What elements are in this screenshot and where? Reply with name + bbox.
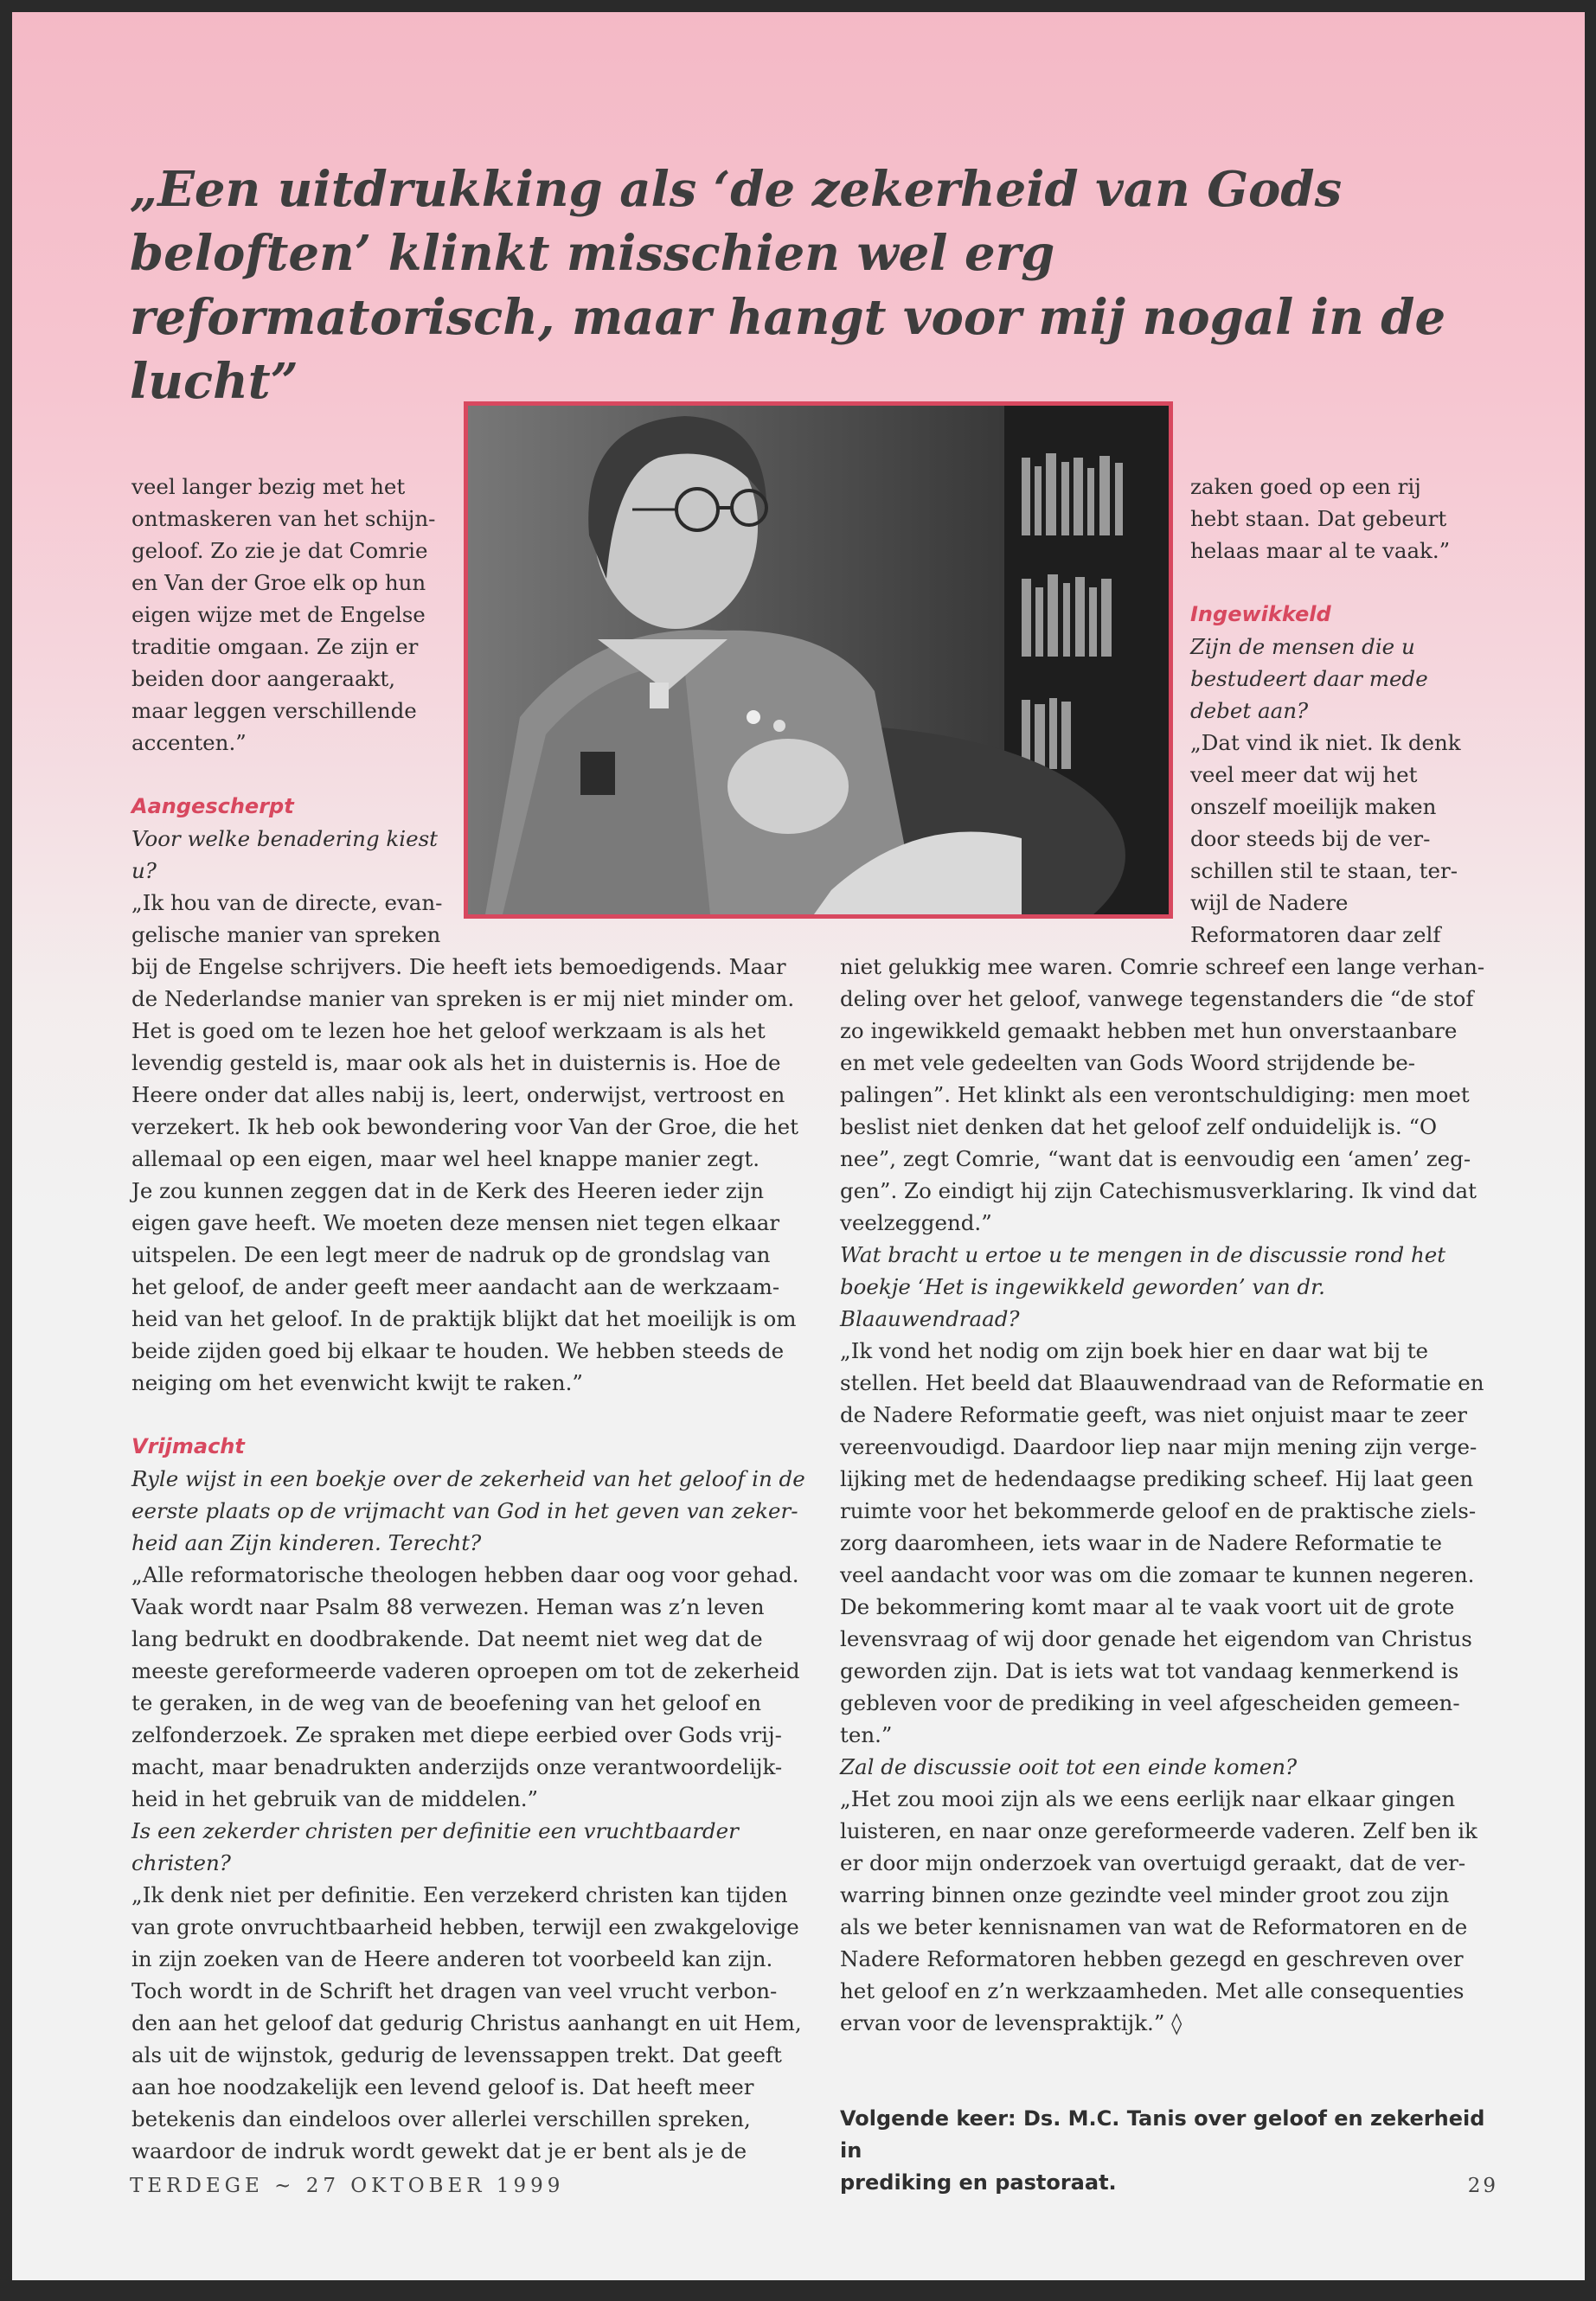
text-line: aan hoe noodzakelijk een levend geloof is. Dat heeft meer [131, 2074, 754, 2099]
text-line: warring binnen onze gezindte veel minder groot zou zijn [840, 1882, 1450, 1907]
headline-line: „Een uitdrukking als ‘de zekerheid van Gods [130, 161, 1343, 218]
text-line: ervan voor de levenspraktijk.” ◊ [840, 2010, 1183, 2035]
portrait-photo [464, 401, 1173, 919]
text-line: heid in het gebruik van de middelen.” [131, 1786, 539, 1811]
text-line: helaas maar al te vaak.” [1190, 538, 1451, 563]
text-line: „Ik denk niet per definitie. Een verzekerd christen kan tijden [131, 1882, 788, 1907]
text-line: gelische manier van spreken [131, 922, 441, 947]
text-line: palingen”. Het klinkt als een verontschuldiging: men moet [840, 1082, 1470, 1107]
text-line: het geloof en z’n werkzaamheden. Met alle consequenties [840, 1978, 1465, 2003]
text-line: gen”. Zo eindigt hij zijn Catechismusverklaring. Ik vind dat [840, 1178, 1477, 1203]
text-line: veel aandacht voor was om die zomaar te kunnen negeren. [840, 1562, 1475, 1587]
text-line: ten.” [840, 1722, 893, 1747]
next-issue-note: prediking en pastoraat. [840, 2170, 1117, 2195]
footer-publication: TERDEGE ~ 27 OKTOBER 1999 [130, 2175, 565, 2197]
question-line: u? [131, 858, 157, 883]
text-line: ontmaskeren van het schijn- [131, 506, 436, 531]
text-line: er door mijn onderzoek van overtuigd geraakt, dat de ver- [840, 1850, 1466, 1875]
text-line: De bekommering komt maar al te vaak voort uit de grote [840, 1594, 1455, 1619]
column-left-top [131, 471, 453, 951]
text-line: geloof. Zo zie je dat Comrie [131, 538, 428, 563]
headline [130, 157, 1479, 413]
question-line: boekje ‘Het is ingewikkeld geworden’ van dr. Blaauwendraad? [840, 1274, 1325, 1331]
text-line: levendig gesteld is, maar ook als het in duisternis is. Hoe de [131, 1050, 781, 1075]
text-line: schillen stil te staan, ter- [1190, 858, 1458, 883]
text-line: eigen wijze met de Engelse [131, 602, 426, 627]
text-line: geworden zijn. Dat is iets wat tot vandaag kenmerkend is [840, 1658, 1459, 1683]
text-line: veel meer dat wij het [1190, 762, 1418, 787]
question-line: eerste plaats op de vrijmacht van God in het geven van zeker- [131, 1498, 798, 1523]
question-line: Ryle wijst in een boekje over de zekerheid van het geloof in de [131, 1466, 805, 1491]
text-line: het geloof, de ander geeft meer aandacht aan de werkzaam- [131, 1274, 780, 1299]
text-line: eigen gave heeft. We moeten deze mensen niet tegen elkaar [131, 1210, 780, 1235]
question-line: Voor welke benadering kiest [131, 826, 439, 851]
text-line: en Van der Groe elk op hun [131, 570, 426, 595]
text-line: niet gelukkig mee waren. Comrie schreef een lange verhan- [840, 954, 1485, 979]
text-line: nee”, zegt Comrie, “want dat is eenvoudig een ‘amen’ zeg- [840, 1146, 1471, 1171]
text-line: „Dat vind ik niet. Ik denk [1190, 730, 1461, 755]
text-line: wijl de Nadere [1190, 890, 1349, 915]
text-line: zorg daaromheen, iets waar in de Nadere Reformatie te [840, 1530, 1443, 1555]
text-line: Heere onder dat alles nabij is, leert, onderwijst, vertroost en [131, 1082, 785, 1107]
text-line: gebleven voor de prediking in veel afgescheiden gemeen- [840, 1690, 1460, 1715]
text-line: in zijn zoeken van de Heere anderen tot voorbeeld kan zijn. [131, 1946, 773, 1971]
text-line: stellen. Het beeld dat Blaauwendraad van de Reformatie en [840, 1370, 1484, 1395]
text-line: allemaal op een eigen, maar wel heel knappe manier zegt. [131, 1146, 760, 1171]
text-line: beiden door aangeraakt, [131, 666, 396, 691]
text-line: zo ingewikkeld gemaakt hebben met hun onverstaanbare [840, 1018, 1458, 1043]
text-line: veelzeggend.” [840, 1210, 992, 1235]
text-line: luisteren, en naar onze gereformeerde vaderen. Zelf ben ik [840, 1818, 1477, 1843]
headline-line: reformatorisch, maar hangt voor mij nogal in de lucht” [130, 289, 1446, 410]
text-line: onszelf moeilijk maken [1190, 794, 1437, 819]
text-line: verzekert. Ik heb ook bewondering voor Van der Groe, die het [131, 1114, 798, 1139]
text-line: „Ik hou van de directe, evan- [131, 890, 443, 915]
text-line: Het is goed om te lezen hoe het geloof werkzaam is als het [131, 1018, 766, 1043]
column-right-top [1190, 471, 1476, 951]
text-line: traditie omgaan. Ze zijn er [131, 634, 419, 659]
text-line: „Ik vond het nodig om zijn boek hier en daar wat bij te [840, 1338, 1429, 1363]
question-line: Zal de discussie ooit tot een einde komen? [840, 1754, 1298, 1779]
question-line: heid aan Zijn kinderen. Terecht? [131, 1530, 482, 1555]
column-left-main [131, 951, 806, 2167]
text-line: lang bedrukt en doodbrakende. Dat neemt niet weg dat de [131, 1626, 763, 1651]
headline-line: beloften’ klinkt misschien wel erg [130, 225, 1055, 282]
text-line: zelfonderzoek. Ze spraken met diepe eerbied over Gods vrij- [131, 1722, 782, 1747]
text-line: door steeds bij de ver- [1190, 826, 1431, 851]
page-number: 29 [1467, 2175, 1498, 2197]
subheading-aangescherpt: Aangescherpt [131, 794, 294, 818]
portrait-photo-icon [468, 406, 1169, 914]
text-line: de Nederlandse manier van spreken is er mij niet minder om. [131, 986, 795, 1011]
question-line: Wat bracht u ertoe u te mengen in de discussie rond het [840, 1242, 1446, 1267]
text-line: Je zou kunnen zeggen dat in de Kerk des Heeren ieder zijn [131, 1178, 765, 1203]
text-line: als uit de wijnstok, gedurig de levenssappen trekt. Dat geeft [131, 2042, 782, 2067]
question-line: debet aan? [1190, 698, 1309, 723]
text-line: bij de Engelse schrijvers. Die heeft iets bemoedigends. Maar [131, 954, 786, 979]
text-line: maar leggen verschillende [131, 698, 417, 723]
column-right-main [840, 951, 1489, 2199]
text-line: accenten.” [131, 730, 247, 755]
text-line: Vaak wordt naar Psalm 88 verwezen. Heman was z’n leven [131, 1594, 765, 1619]
text-line: van grote onvruchtbaarheid hebben, terwijl een zwakgelovige [131, 1914, 799, 1939]
text-line: te geraken, in de weg van de beoefening van het geloof en [131, 1690, 762, 1715]
text-line: als we beter kennisnamen van wat de Reformatoren en de [840, 1914, 1468, 1939]
text-line: macht, maar benadrukten anderzijds onze verantwoordelijk- [131, 1754, 783, 1779]
text-line: „Het zou mooi zijn als we eens eerlijk naar elkaar gingen [840, 1786, 1456, 1811]
text-line: hebt staan. Dat gebeurt [1190, 506, 1447, 531]
text-line: beide zijden goed bij elkaar te houden. We hebben steeds de [131, 1338, 785, 1363]
text-line: Reformatoren daar zelf [1190, 922, 1441, 947]
text-line: beslist niet denken dat het geloof zelf onduidelijk is. “O [840, 1114, 1438, 1139]
text-line: deling over het geloof, vanwege tegenstanders die “de stof [840, 986, 1474, 1011]
question-line: bestudeert daar mede [1190, 666, 1428, 691]
text-line: de Nadere Reformatie geeft, was niet onjuist maar te zeer [840, 1402, 1467, 1427]
text-line: lijking met de hedendaagse prediking scheef. Hij laat geen [840, 1466, 1474, 1491]
text-line: den aan het geloof dat gedurig Christus aanhangt en uit Hem, [131, 2010, 802, 2035]
text-line: uitspelen. De een legt meer de nadruk op de grondslag van [131, 1242, 771, 1267]
text-line: levensvraag of wij door genade het eigendom van Christus [840, 1626, 1472, 1651]
text-line: heid van het geloof. In de praktijk blijkt dat het moeilijk is om [131, 1306, 797, 1331]
text-line: zaken goed op een rij [1190, 474, 1421, 499]
subheading-vrijmacht: Vrijmacht [131, 1434, 245, 1458]
subheading-ingewikkeld: Ingewikkeld [1190, 602, 1331, 626]
magazine-page [12, 12, 1585, 2280]
text-line: waardoor de indruk wordt gewekt dat je er bent als je de [131, 2138, 747, 2163]
text-line: vereenvoudigd. Daardoor liep naar mijn mening zijn verge- [840, 1434, 1477, 1459]
text-line: meeste gereformeerde vaderen oproepen om tot de zekerheid [131, 1658, 800, 1683]
text-line: veel langer bezig met het [131, 474, 406, 499]
text-line: „Alle reformatorische theologen hebben daar oog voor gehad. [131, 1562, 799, 1587]
question-line: Zijn de mensen die u [1190, 634, 1415, 659]
text-line: en met vele gedeelten van Gods Woord strijdende be- [840, 1050, 1416, 1075]
text-line: betekenis dan eindeloos over allerlei verschillen spreken, [131, 2106, 751, 2131]
text-line: ruimte voor het bekommerde geloof en de praktische ziels- [840, 1498, 1477, 1523]
text-line: neiging om het evenwicht kwijt te raken.” [131, 1370, 583, 1395]
question-line: Is een zekerder christen per definitie een vruchtbaarder christen? [131, 1818, 739, 1875]
next-issue-note: Volgende keer: Ds. M.C. Tanis over geloof en zekerheid in [840, 2106, 1485, 2163]
text-line: Toch wordt in de Schrift het dragen van veel vrucht verbon- [131, 1978, 778, 2003]
text-line: Nadere Reformatoren hebben gezegd en geschreven over [840, 1946, 1464, 1971]
